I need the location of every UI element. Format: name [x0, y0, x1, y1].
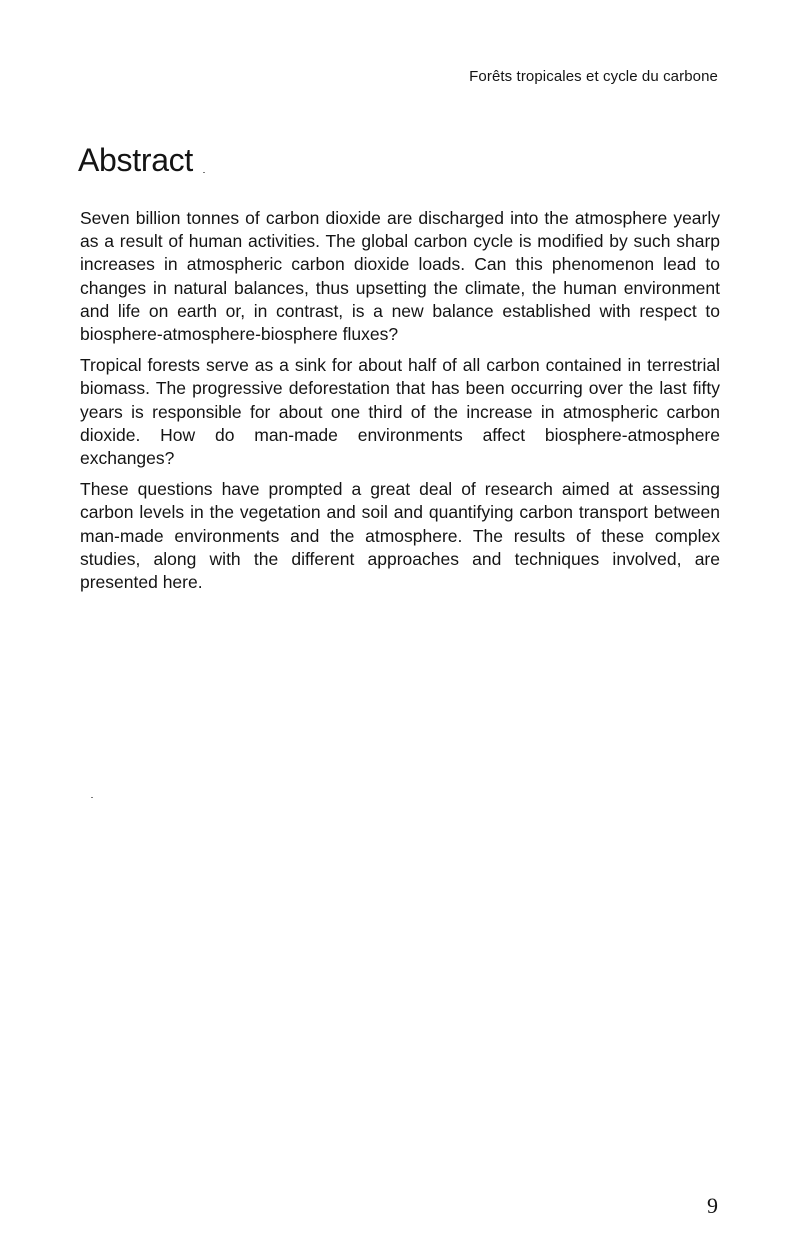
abstract-paragraph: Seven billion tonnes of carbon dioxide are discharged into the atmosphere yearly as a result of human activities. The global carbon cycle is modified by such sharp increases in atmospheric carbon dioxide loads. Can this phenomenon lead to changes in natural balances, thus upsetting the climate, the human environment and life on earth or, in contrast, is a new balance established with respect to biosphere-atmosphere-biosphere fluxes?: [80, 208, 720, 345]
abstract-body: [80, 207, 720, 602]
print-speck: [91, 797, 93, 798]
abstract-paragraph: Tropical forests serve as a sink for about half of all carbon contained in terrestrial biomass. The progressive deforestation that has been occurring over the last fifty years is responsible for about one third of the increase in atmospheric carbon dioxide. How do man-made environments affect biosphere-atmosphere exchanges?: [80, 355, 720, 469]
page-title: Abstract: [78, 142, 193, 178]
page-number: 9: [707, 1193, 718, 1218]
abstract-paragraph: These questions have prompted a great deal of research aimed at assessing carbon levels in the vegetation and soil and quantifying carbon transport between man-made environments and the atmosphere. The results of these complex studies, along with the different approaches and techniques involved, are presented here.: [80, 479, 720, 593]
print-speck: [203, 172, 205, 173]
running-header: Forêts tropicales et cycle du carbone: [469, 68, 718, 85]
